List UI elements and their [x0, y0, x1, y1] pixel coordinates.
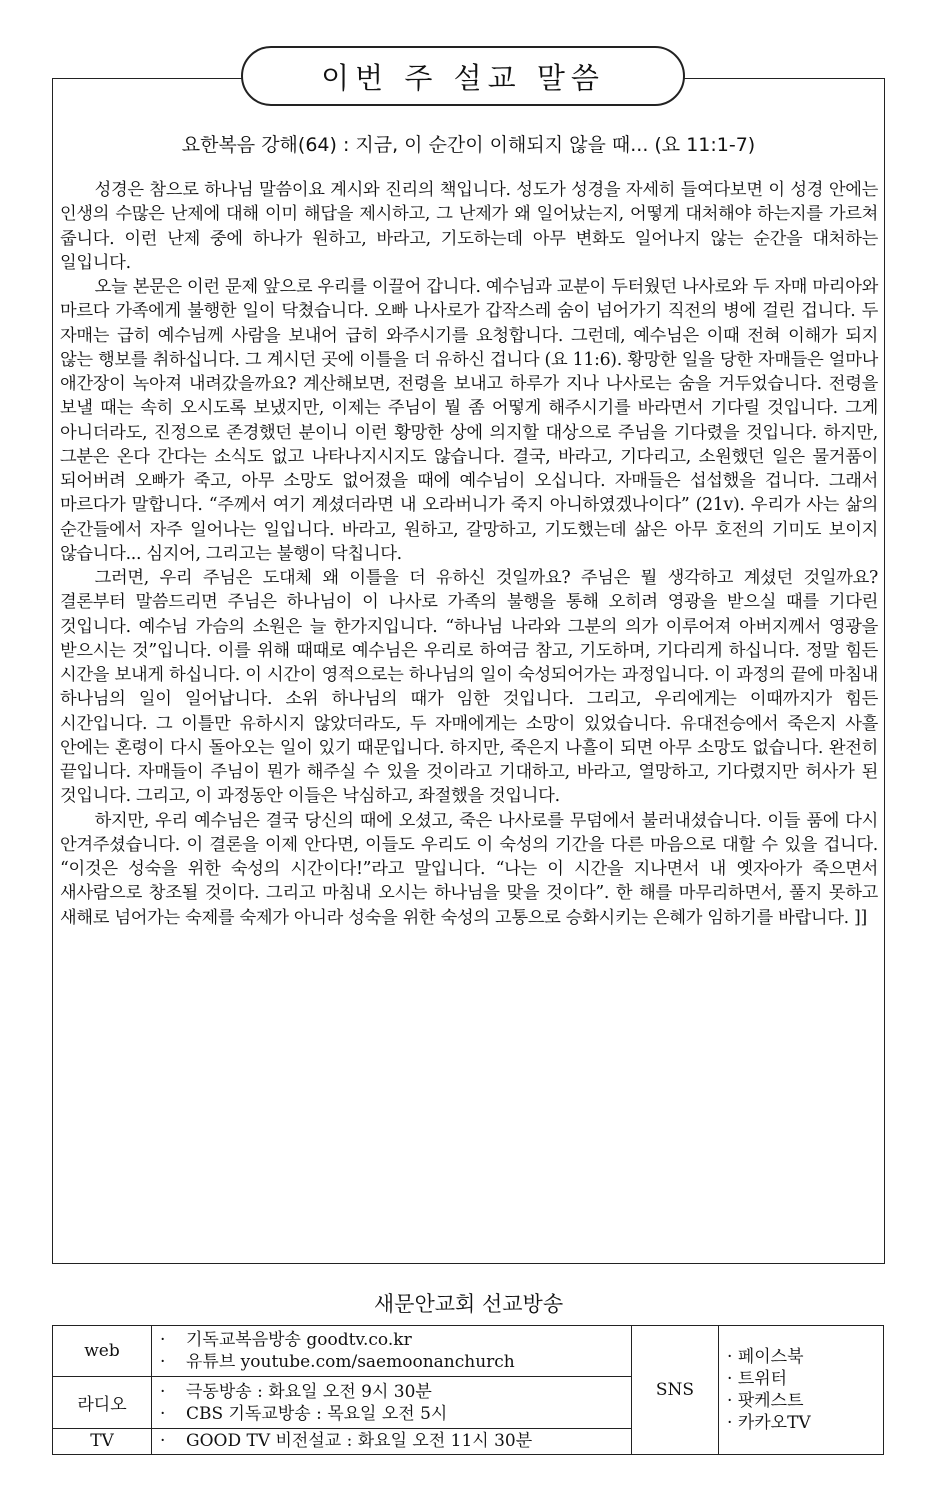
bullet: ·: [727, 1391, 733, 1411]
broadcast-title: 새문안교회 선교방송: [373, 1292, 564, 1316]
page-title: [241, 46, 685, 106]
list-item: [727, 1412, 875, 1434]
bullet: ·: [727, 1413, 733, 1433]
radio-items: [152, 1377, 632, 1428]
tv-items: [152, 1428, 632, 1454]
list-item: [160, 1351, 623, 1373]
web-item-youtube: 유튜브 youtube.com/saemoonanchurch: [186, 1352, 515, 1373]
list-item: [727, 1390, 875, 1412]
bullet: ·: [160, 1381, 166, 1402]
bullet: ·: [160, 1352, 166, 1373]
sns-item-twitter: 트위터: [737, 1369, 788, 1389]
sns-item-kakaotv: 카카오TV: [737, 1413, 811, 1433]
list-item: [160, 1381, 623, 1403]
broadcast-table: [52, 1325, 884, 1455]
sermon-paragraph-3: 그러면, 우리 주님은 도대체 왜 이틀을 더 유하신 것일까요? 주님은 뭘 생각하고 계셨던 것일까요? 결론부터 말씀드리면 주님은 하나님이 이 나사로 가족의 불행을 통해 오히려 영광을 받으실 때를 기다린 것입니다. 예수님 가슴의 소원은 늘 한가지입니다. “하나님 나라와 그분의 의가 이루어져 아버지께서 영광을 받으시는 것”입니다. 이를 위해 때때로 예수님은 우리로 하여금 참고, 기도하며, 기다리게 하십니다. 정말 힘든 시간을 보내게 하십니다. 이 시간이 영적으로는 하나님의 일이 숙성되어가는 과정입니다. 이 과정의 끝에 마침내 하나님의 일이 일어납니다. 소위 하나님의 때가 임한 것입니다. 그리고, 우리에게는 이때까지가 힘든 시간입니다. 그 이틀만 유하시지 않았더라도, 두 자매에게는 소망이 있었습니다. 유대전승에서 죽은지 사흘 안에는 혼령이 다시 돌아오는 일이 있기 때문입니다. 하지만, 죽은지 나흘이 되면 아무 소망도 없습니다. 완전히 끝입니다. 자매들이 주님이 뭔가 해주실 수 있을 것이라고 기대하고, 바라고, 열망하고, 기다렸지만 허사가 된 것입니다. 그리고, 이 과정동안 이들은 낙심하고, 좌절했을 것입니다.: [60, 568, 878, 807]
sns-item-facebook: 페이스북: [737, 1347, 804, 1367]
radio-item-febc: 극동방송 : 화요일 오전 9시 30분: [186, 1381, 432, 1402]
category-tv: TV: [53, 1428, 152, 1454]
list-item: [160, 1329, 623, 1351]
sns-items: [719, 1326, 884, 1455]
sermon-subtitle: 요한복음 강해(64) : 지금, 이 순간이 이해되지 않을 때... (요 11:1-7): [181, 134, 756, 156]
list-item: [160, 1430, 623, 1452]
sermon-paragraph-4: 하지만, 우리 예수님은 결국 당신의 때에 오셨고, 죽은 나사로를 무덤에서 불러내셨습니다. 이들 품에 다시 안겨주셨습니다. 이 결론을 이제 안다면, 이들도 우리도 이 숙성의 기간을 다른 마음으로 대할 수 있을 겁니다. “이것은 성숙을 위한 숙성의 시간이다!”라고 말입니다. “나는 이 시간을 지나면서 내 옛자아가 죽으면서 새사람으로 창조될 것이다. 그리고 마침내 오시는 하나님을 맞을 것이다”. 한 해를 마무리하면서, 풀지 못하고 새해로 넘어가는 숙제를 숙제가 아니라 성숙을 위한 숙성의 고통으로 승화시키는 은혜가 임하기를 바랍니다. ]]: [60, 810, 878, 928]
bullet: ·: [160, 1403, 166, 1424]
web-item-goodtv: 기독교복음방송 goodtv.co.kr: [186, 1330, 412, 1351]
sermon-body: [60, 178, 878, 930]
category-radio: 라디오: [53, 1377, 152, 1428]
list-item: [727, 1368, 875, 1390]
radio-item-cbs: CBS 기독교방송 : 목요일 오전 5시: [186, 1403, 448, 1424]
list-item: [727, 1346, 875, 1368]
sns-item-podcast: 팟케스트: [737, 1391, 804, 1411]
bullet: ·: [160, 1330, 166, 1351]
category-web: web: [53, 1326, 152, 1377]
sermon-paragraph-1: 성경은 참으로 하나님 말씀이요 계시와 진리의 책입니다. 성도가 성경을 자세히 들여다보면 이 성경 안에는 인생의 수많은 난제에 대해 이미 해답을 제시하고, 그 난제가 왜 일어났는지, 어떻게 대처해야 하는지를 가르쳐 줍니다. 이런 난제 중에 하나가 원하고, 바라고, 기도하는데 아무 변화도 일어나지 않는 순간을 대처하는 일입니다.: [60, 180, 878, 273]
broadcast-row-web: [53, 1326, 884, 1377]
list-item: [160, 1403, 623, 1425]
web-items: [152, 1326, 632, 1377]
bullet: ·: [727, 1369, 733, 1389]
bullet: ·: [727, 1347, 733, 1367]
sermon-paragraph-2: 오늘 본문은 이런 문제 앞으로 우리를 이끌어 갑니다. 예수님과 교분이 두터웠던 나사로와 두 자매 마리아와 마르다 가족에게 불행한 일이 닥쳤습니다. 오빠 나사로가 갑작스레 숨이 넘어가기 직전의 병에 걸린 겁니다. 두 자매는 급히 예수님께 사람을 보내어 급히 와주시기를 요청합니다. 그런데, 예수님은 이때 전혀 이해가 되지 않는 행보를 취하십니다. 그 계시던 곳에 이틀을 더 유하신 겁니다 (요 11:6). 황망한 일을 당한 자매들은 얼마나 애간장이 녹아져 내려갔을까요? 계산해보면, 전령을 보내고 하루가 지나 나사로는 숨을 거두었습니다. 전령을 보낼 때는 속히 오시도록 보냈지만, 이제는 주님이 뭘 좀 어떻게 해주시기를 바라면서 기다릴 것입니다. 그게 아니더라도, 진정으로 존경했던 분이니 이런 황망한 상에 의지할 대상으로 주님을 기다렸을 것입니다. 하지만, 그분은 온다 간다는 소식도 없고 나타나지시지도 않습니다. 결국, 바라고, 기다리고, 소원했던 일은 물거품이 되어버려 오빠가 죽고, 아무 소망도 없어졌을 때에 예수님이 오십니다. 자매들은 섭섭했을 겁니다. 그래서 마르다가 말합니다. “주께서 여기 계셨더라면 내 오라버니가 죽지 아니하였겠나이다” (21v). 우리가 사는 삶의 순간들에서 자주 일어나는 일입니다. 바라고, 원하고, 갈망하고, 기도했는데 삶은 아무 호전의 기미도 보이지 않습니다... 심지어, 그리고는 불행이 닥칩니다.: [60, 277, 878, 564]
page-title-text: 이번 주 설교 말씀: [321, 60, 605, 95]
tv-item-goodtv: GOOD TV 비전설교 : 화요일 오전 11시 30분: [186, 1431, 533, 1452]
category-sns: SNS: [632, 1326, 719, 1455]
bullet: ·: [160, 1431, 166, 1452]
